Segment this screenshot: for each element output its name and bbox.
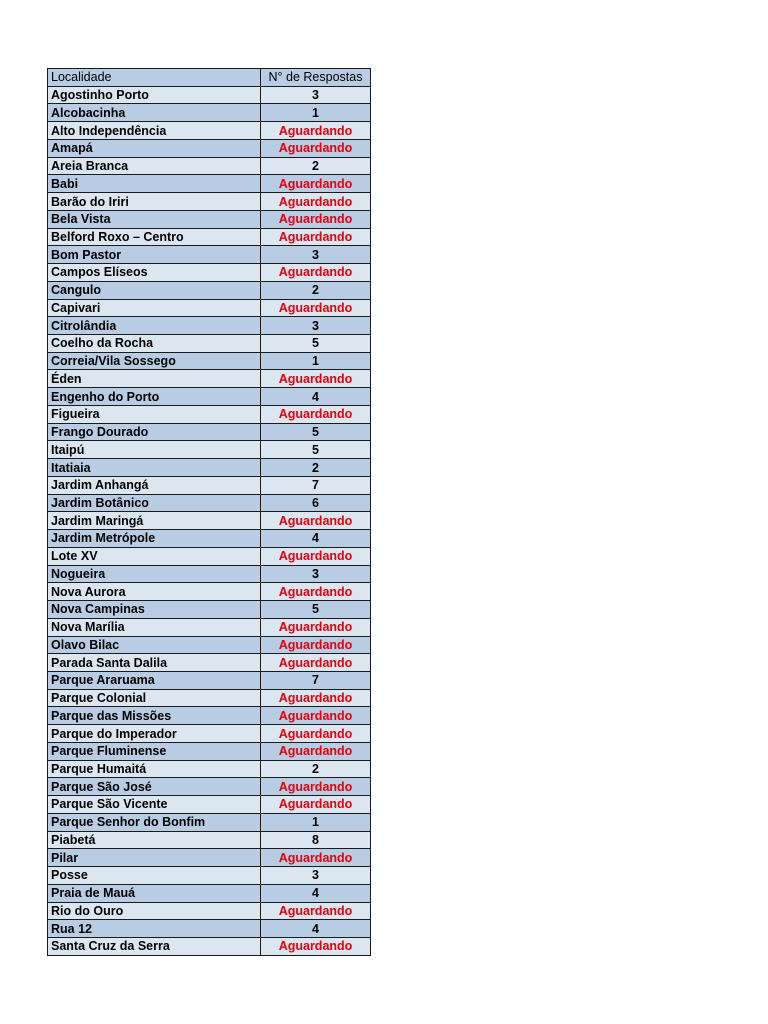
- cell-localidade: Parque das Missões: [48, 707, 261, 725]
- cell-localidade: Parque do Imperador: [48, 725, 261, 743]
- cell-respostas: Aguardando: [261, 937, 371, 955]
- cell-respostas: 5: [261, 441, 371, 459]
- cell-respostas: Aguardando: [261, 210, 371, 228]
- cell-localidade: Jardim Anhangá: [48, 476, 261, 494]
- cell-respostas: Aguardando: [261, 264, 371, 282]
- table-row: [48, 849, 371, 867]
- cell-respostas: Aguardando: [261, 796, 371, 814]
- cell-localidade: Parque Senhor do Bonfim: [48, 813, 261, 831]
- table-row: [48, 193, 371, 211]
- cell-respostas: Aguardando: [261, 707, 371, 725]
- table-row: [48, 175, 371, 193]
- cell-localidade: Parque Fluminense: [48, 742, 261, 760]
- cell-localidade: Bom Pastor: [48, 246, 261, 264]
- cell-localidade: Barão do Iriri: [48, 193, 261, 211]
- cell-localidade: Alto Independência: [48, 122, 261, 140]
- table-row: [48, 636, 371, 654]
- cell-respostas: 5: [261, 423, 371, 441]
- cell-localidade: Bela Vista: [48, 210, 261, 228]
- cell-localidade: Itatiaia: [48, 459, 261, 477]
- header-respostas: N° de Respostas: [261, 69, 371, 87]
- cell-respostas: 2: [261, 157, 371, 175]
- cell-localidade: Rio do Ouro: [48, 902, 261, 920]
- cell-respostas: Aguardando: [261, 636, 371, 654]
- cell-respostas: 1: [261, 352, 371, 370]
- cell-localidade: Posse: [48, 867, 261, 885]
- table-row: [48, 813, 371, 831]
- table-row: [48, 370, 371, 388]
- cell-respostas: Aguardando: [261, 370, 371, 388]
- table-row: [48, 547, 371, 565]
- cell-localidade: Itaipú: [48, 441, 261, 459]
- cell-localidade: Jardim Botânico: [48, 494, 261, 512]
- cell-localidade: Belford Roxo – Centro: [48, 228, 261, 246]
- table-row: [48, 476, 371, 494]
- table-row: [48, 742, 371, 760]
- cell-respostas: Aguardando: [261, 849, 371, 867]
- cell-localidade: Campos Elíseos: [48, 264, 261, 282]
- table-row: [48, 512, 371, 530]
- cell-respostas: 8: [261, 831, 371, 849]
- table-row: [48, 601, 371, 619]
- cell-respostas: 7: [261, 671, 371, 689]
- cell-localidade: Babi: [48, 175, 261, 193]
- table-row: [48, 796, 371, 814]
- cell-localidade: Nova Marília: [48, 618, 261, 636]
- cell-respostas: Aguardando: [261, 742, 371, 760]
- table-row: [48, 388, 371, 406]
- cell-respostas: 5: [261, 335, 371, 353]
- cell-respostas: 2: [261, 760, 371, 778]
- cell-respostas: Aguardando: [261, 139, 371, 157]
- cell-respostas: 1: [261, 104, 371, 122]
- cell-localidade: Frango Dourado: [48, 423, 261, 441]
- cell-localidade: Agostinho Porto: [48, 86, 261, 104]
- table-row: [48, 689, 371, 707]
- cell-respostas: Aguardando: [261, 512, 371, 530]
- cell-respostas: 3: [261, 317, 371, 335]
- cell-respostas: Aguardando: [261, 405, 371, 423]
- table-row: [48, 530, 371, 548]
- cell-localidade: Correia/Vila Sossego: [48, 352, 261, 370]
- table-row: [48, 920, 371, 938]
- table-row: [48, 831, 371, 849]
- table-row: [48, 139, 371, 157]
- cell-respostas: Aguardando: [261, 583, 371, 601]
- cell-respostas: Aguardando: [261, 547, 371, 565]
- cell-respostas: 7: [261, 476, 371, 494]
- table-row: [48, 884, 371, 902]
- cell-respostas: Aguardando: [261, 122, 371, 140]
- cell-localidade: Parque Araruama: [48, 671, 261, 689]
- table-row: [48, 654, 371, 672]
- table-row: [48, 867, 371, 885]
- table-row: [48, 423, 371, 441]
- cell-localidade: Lote XV: [48, 547, 261, 565]
- cell-localidade: Jardim Metrópole: [48, 530, 261, 548]
- table-row: [48, 441, 371, 459]
- cell-localidade: Praia de Mauá: [48, 884, 261, 902]
- table-row: [48, 228, 371, 246]
- table-row: [48, 335, 371, 353]
- cell-respostas: Aguardando: [261, 299, 371, 317]
- table-row: [48, 937, 371, 955]
- table-row: [48, 157, 371, 175]
- cell-localidade: Piabetá: [48, 831, 261, 849]
- cell-respostas: 6: [261, 494, 371, 512]
- table-row: [48, 246, 371, 264]
- cell-localidade: Rua 12: [48, 920, 261, 938]
- table-row: [48, 122, 371, 140]
- cell-localidade: Parque São José: [48, 778, 261, 796]
- cell-localidade: Parque Humaitá: [48, 760, 261, 778]
- cell-respostas: 3: [261, 867, 371, 885]
- table-row: [48, 760, 371, 778]
- table-row: [48, 565, 371, 583]
- cell-respostas: Aguardando: [261, 689, 371, 707]
- cell-respostas: Aguardando: [261, 618, 371, 636]
- cell-localidade: Cangulo: [48, 281, 261, 299]
- cell-localidade: Alcobacinha: [48, 104, 261, 122]
- cell-respostas: Aguardando: [261, 902, 371, 920]
- table-row: [48, 583, 371, 601]
- cell-localidade: Parque São Vicente: [48, 796, 261, 814]
- table-row: [48, 725, 371, 743]
- cell-localidade: Figueira: [48, 405, 261, 423]
- cell-localidade: Capivari: [48, 299, 261, 317]
- table-row: [48, 299, 371, 317]
- table-row: [48, 671, 371, 689]
- cell-localidade: Areia Branca: [48, 157, 261, 175]
- cell-respostas: Aguardando: [261, 228, 371, 246]
- header-row: [48, 69, 371, 87]
- cell-respostas: Aguardando: [261, 725, 371, 743]
- table-body: [48, 86, 371, 955]
- table-row: [48, 210, 371, 228]
- cell-respostas: 4: [261, 884, 371, 902]
- cell-localidade: Parada Santa Dalila: [48, 654, 261, 672]
- cell-respostas: 4: [261, 920, 371, 938]
- cell-respostas: Aguardando: [261, 193, 371, 211]
- cell-respostas: Aguardando: [261, 654, 371, 672]
- table-row: [48, 707, 371, 725]
- table-row: [48, 459, 371, 477]
- cell-localidade: Engenho do Porto: [48, 388, 261, 406]
- table-row: [48, 618, 371, 636]
- cell-localidade: Santa Cruz da Serra: [48, 937, 261, 955]
- cell-respostas: 3: [261, 86, 371, 104]
- cell-localidade: Nogueira: [48, 565, 261, 583]
- cell-localidade: Citrolândia: [48, 317, 261, 335]
- table-row: [48, 317, 371, 335]
- cell-localidade: Coelho da Rocha: [48, 335, 261, 353]
- cell-respostas: 2: [261, 281, 371, 299]
- cell-respostas: 4: [261, 530, 371, 548]
- cell-respostas: 1: [261, 813, 371, 831]
- cell-respostas: 3: [261, 246, 371, 264]
- cell-respostas: 4: [261, 388, 371, 406]
- cell-localidade: Olavo Bilac: [48, 636, 261, 654]
- cell-localidade: Éden: [48, 370, 261, 388]
- cell-respostas: Aguardando: [261, 778, 371, 796]
- table-row: [48, 405, 371, 423]
- cell-respostas: Aguardando: [261, 175, 371, 193]
- table-row: [48, 494, 371, 512]
- table-row: [48, 902, 371, 920]
- table-row: [48, 86, 371, 104]
- cell-localidade: Nova Aurora: [48, 583, 261, 601]
- cell-respostas: 5: [261, 601, 371, 619]
- cell-localidade: Pilar: [48, 849, 261, 867]
- cell-respostas: 3: [261, 565, 371, 583]
- cell-localidade: Parque Colonial: [48, 689, 261, 707]
- cell-respostas: 2: [261, 459, 371, 477]
- table-row: [48, 264, 371, 282]
- header-localidade: Localidade: [48, 69, 261, 87]
- cell-localidade: Nova Campinas: [48, 601, 261, 619]
- responses-table: [47, 68, 371, 956]
- cell-localidade: Jardim Maringá: [48, 512, 261, 530]
- table-row: [48, 352, 371, 370]
- table-row: [48, 778, 371, 796]
- cell-localidade: Amapá: [48, 139, 261, 157]
- table-row: [48, 281, 371, 299]
- table-row: [48, 104, 371, 122]
